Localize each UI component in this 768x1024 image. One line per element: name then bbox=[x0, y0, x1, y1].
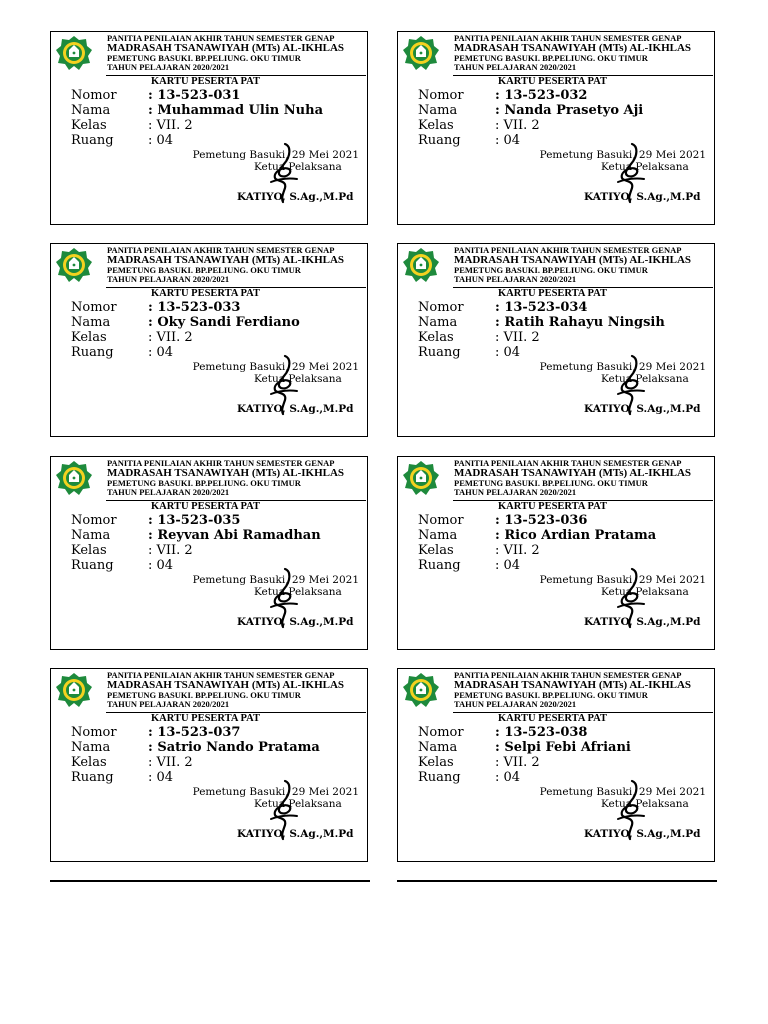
nama-value: : Selpi Febi Afriani bbox=[495, 740, 631, 755]
nomor-label: Nomor bbox=[71, 513, 117, 528]
ruang-row bbox=[418, 558, 520, 573]
ruang-row bbox=[71, 345, 173, 360]
card-header bbox=[454, 244, 716, 284]
nama-row bbox=[71, 740, 320, 755]
place-date: Pemetung Basuki, 29 Mei 2021 bbox=[192, 361, 359, 373]
kelas-row bbox=[418, 755, 540, 770]
kelas-label: Kelas bbox=[71, 330, 107, 345]
nomor-value: : 13-523-031 bbox=[148, 88, 241, 103]
kelas-value: : VII. 2 bbox=[495, 543, 540, 558]
kelas-row bbox=[71, 118, 193, 133]
card-title: KARTU PESERTA PAT bbox=[151, 713, 260, 724]
kelas-value: : VII. 2 bbox=[148, 755, 193, 770]
nomor-row bbox=[418, 725, 587, 740]
academic-year: TAHUN PELAJARAN 2020/2021 bbox=[454, 274, 577, 284]
school-address: PEMETUNG BASUKI. BP.PELIUNG. OKU TIMUR bbox=[107, 53, 301, 63]
nama-row bbox=[418, 103, 643, 118]
nama-value: : Rico Ardian Pratama bbox=[495, 528, 657, 543]
nama-label: Nama bbox=[418, 103, 458, 118]
card-title: KARTU PESERTA PAT bbox=[498, 501, 607, 512]
school-name: MADRASAH TSANAWIYAH (MTs) AL-IKHLAS bbox=[454, 254, 692, 266]
nomor-value: : 13-523-036 bbox=[495, 513, 588, 528]
nomor-label: Nomor bbox=[71, 88, 117, 103]
nama-value: : Ratih Rahayu Ningsih bbox=[495, 315, 665, 330]
school-name: MADRASAH TSANAWIYAH (MTs) AL-IKHLAS bbox=[107, 254, 345, 266]
participant-card-6 bbox=[397, 456, 715, 650]
ruang-row bbox=[418, 345, 520, 360]
nama-label: Nama bbox=[71, 528, 111, 543]
kelas-row bbox=[71, 543, 193, 558]
signer-name: KATIYO, S.Ag.,M.Pd bbox=[237, 191, 354, 203]
cut-line-2 bbox=[397, 880, 717, 882]
kelas-row bbox=[418, 543, 540, 558]
kelas-value: : VII. 2 bbox=[495, 755, 540, 770]
place-date: Pemetung Basuki, 29 Mei 2021 bbox=[192, 149, 359, 161]
academic-year: TAHUN PELAJARAN 2020/2021 bbox=[454, 62, 577, 72]
kelas-label: Kelas bbox=[418, 118, 454, 133]
nomor-row bbox=[71, 725, 240, 740]
participant-card-4 bbox=[397, 243, 715, 437]
kelas-label: Kelas bbox=[418, 755, 454, 770]
committee-line: PANITIA PENILAIAN AKHIR TAHUN SEMESTER GENAP bbox=[107, 33, 335, 43]
school-name: MADRASAH TSANAWIYAH (MTs) AL-IKHLAS bbox=[454, 679, 692, 691]
nama-label: Nama bbox=[418, 528, 458, 543]
madrasah-emblem-icon bbox=[401, 247, 441, 283]
kelas-row bbox=[71, 330, 193, 345]
ruang-row bbox=[71, 558, 173, 573]
nama-row bbox=[418, 740, 631, 755]
committee-line: PANITIA PENILAIAN AKHIR TAHUN SEMESTER GENAP bbox=[107, 245, 335, 255]
signer-position: Ketua Pelaksana bbox=[601, 586, 689, 598]
ruang-label: Ruang bbox=[71, 770, 114, 785]
madrasah-emblem-icon bbox=[401, 672, 441, 708]
academic-year: TAHUN PELAJARAN 2020/2021 bbox=[107, 62, 230, 72]
nama-value: : Satrio Nando Pratama bbox=[148, 740, 320, 755]
nama-label: Nama bbox=[71, 315, 111, 330]
nama-label: Nama bbox=[418, 740, 458, 755]
place-date: Pemetung Basuki, 29 Mei 2021 bbox=[539, 574, 706, 586]
ruang-label: Ruang bbox=[71, 345, 114, 360]
nomor-label: Nomor bbox=[418, 300, 464, 315]
nama-value: : Oky Sandi Ferdiano bbox=[148, 315, 300, 330]
ruang-value: : 04 bbox=[148, 558, 174, 573]
nomor-value: : 13-523-034 bbox=[495, 300, 588, 315]
nama-value: : Nanda Prasetyo Aji bbox=[495, 103, 644, 118]
kelas-row bbox=[71, 755, 193, 770]
place-date: Pemetung Basuki, 29 Mei 2021 bbox=[192, 786, 359, 798]
school-address: PEMETUNG BASUKI. BP.PELIUNG. OKU TIMUR bbox=[454, 265, 648, 275]
participant-card-5 bbox=[50, 456, 368, 650]
participant-card-8 bbox=[397, 668, 715, 862]
place-date: Pemetung Basuki, 29 Mei 2021 bbox=[192, 574, 359, 586]
signer-position: Ketua Pelaksana bbox=[254, 373, 342, 385]
nama-row bbox=[71, 528, 321, 543]
academic-year: TAHUN PELAJARAN 2020/2021 bbox=[107, 274, 230, 284]
card-title: KARTU PESERTA PAT bbox=[498, 76, 607, 87]
school-address: PEMETUNG BASUKI. BP.PELIUNG. OKU TIMUR bbox=[107, 478, 301, 488]
school-address: PEMETUNG BASUKI. BP.PELIUNG. OKU TIMUR bbox=[107, 265, 301, 275]
nomor-label: Nomor bbox=[418, 88, 464, 103]
ruang-label: Ruang bbox=[418, 770, 461, 785]
signer-position: Ketua Pelaksana bbox=[601, 798, 689, 810]
nomor-row bbox=[71, 513, 240, 528]
ruang-value: : 04 bbox=[495, 345, 521, 360]
school-name: MADRASAH TSANAWIYAH (MTs) AL-IKHLAS bbox=[454, 42, 692, 54]
nomor-row bbox=[71, 300, 240, 315]
nama-row bbox=[418, 528, 656, 543]
participant-card-3 bbox=[50, 243, 368, 437]
signer-name: KATIYO, S.Ag.,M.Pd bbox=[584, 191, 701, 203]
academic-year: TAHUN PELAJARAN 2020/2021 bbox=[454, 487, 577, 497]
academic-year: TAHUN PELAJARAN 2020/2021 bbox=[107, 487, 230, 497]
committee-line: PANITIA PENILAIAN AKHIR TAHUN SEMESTER GENAP bbox=[454, 670, 682, 680]
place-date: Pemetung Basuki, 29 Mei 2021 bbox=[539, 149, 706, 161]
card-header bbox=[107, 669, 369, 709]
signer-position: Ketua Pelaksana bbox=[254, 161, 342, 173]
card-title: KARTU PESERTA PAT bbox=[498, 288, 607, 299]
kelas-value: : VII. 2 bbox=[495, 330, 540, 345]
nomor-row bbox=[418, 300, 587, 315]
nama-row bbox=[71, 315, 300, 330]
signer-name: KATIYO, S.Ag.,M.Pd bbox=[584, 828, 701, 840]
signer-position: Ketua Pelaksana bbox=[601, 161, 689, 173]
card-header bbox=[107, 32, 369, 72]
kelas-value: : VII. 2 bbox=[495, 118, 540, 133]
school-name: MADRASAH TSANAWIYAH (MTs) AL-IKHLAS bbox=[107, 42, 345, 54]
ruang-value: : 04 bbox=[148, 770, 174, 785]
school-address: PEMETUNG BASUKI. BP.PELIUNG. OKU TIMUR bbox=[454, 478, 648, 488]
madrasah-emblem-icon bbox=[54, 247, 94, 283]
kelas-label: Kelas bbox=[71, 755, 107, 770]
card-header bbox=[454, 457, 716, 497]
ruang-label: Ruang bbox=[71, 133, 114, 148]
kelas-value: : VII. 2 bbox=[148, 330, 193, 345]
committee-line: PANITIA PENILAIAN AKHIR TAHUN SEMESTER GENAP bbox=[454, 458, 682, 468]
ruang-label: Ruang bbox=[418, 558, 461, 573]
signer-name: KATIYO, S.Ag.,M.Pd bbox=[237, 828, 354, 840]
committee-line: PANITIA PENILAIAN AKHIR TAHUN SEMESTER GENAP bbox=[454, 33, 682, 43]
participant-card-2 bbox=[397, 31, 715, 225]
card-header bbox=[107, 244, 369, 284]
school-name: MADRASAH TSANAWIYAH (MTs) AL-IKHLAS bbox=[454, 467, 692, 479]
madrasah-emblem-icon bbox=[401, 460, 441, 496]
nomor-label: Nomor bbox=[71, 300, 117, 315]
ruang-value: : 04 bbox=[495, 770, 521, 785]
committee-line: PANITIA PENILAIAN AKHIR TAHUN SEMESTER GENAP bbox=[107, 458, 335, 468]
committee-line: PANITIA PENILAIAN AKHIR TAHUN SEMESTER GENAP bbox=[454, 245, 682, 255]
academic-year: TAHUN PELAJARAN 2020/2021 bbox=[107, 699, 230, 709]
madrasah-emblem-icon bbox=[401, 35, 441, 71]
participant-card-1 bbox=[50, 31, 368, 225]
participant-card-7 bbox=[50, 668, 368, 862]
ruang-label: Ruang bbox=[71, 558, 114, 573]
ruang-row bbox=[71, 770, 173, 785]
card-title: KARTU PESERTA PAT bbox=[151, 501, 260, 512]
kelas-row bbox=[418, 330, 540, 345]
nomor-label: Nomor bbox=[418, 513, 464, 528]
kelas-label: Kelas bbox=[418, 543, 454, 558]
ruang-value: : 04 bbox=[495, 133, 521, 148]
nomor-value: : 13-523-038 bbox=[495, 725, 588, 740]
ruang-value: : 04 bbox=[495, 558, 521, 573]
school-name: MADRASAH TSANAWIYAH (MTs) AL-IKHLAS bbox=[107, 679, 345, 691]
signer-name: KATIYO, S.Ag.,M.Pd bbox=[584, 403, 701, 415]
ruang-row bbox=[418, 133, 520, 148]
signer-name: KATIYO, S.Ag.,M.Pd bbox=[584, 616, 701, 628]
signer-name: KATIYO, S.Ag.,M.Pd bbox=[237, 403, 354, 415]
ruang-label: Ruang bbox=[418, 133, 461, 148]
ruang-row bbox=[71, 133, 173, 148]
signer-name: KATIYO, S.Ag.,M.Pd bbox=[237, 616, 354, 628]
school-address: PEMETUNG BASUKI. BP.PELIUNG. OKU TIMUR bbox=[454, 53, 648, 63]
madrasah-emblem-icon bbox=[54, 460, 94, 496]
kelas-label: Kelas bbox=[71, 543, 107, 558]
ruang-row bbox=[418, 770, 520, 785]
kelas-label: Kelas bbox=[418, 330, 454, 345]
card-title: KARTU PESERTA PAT bbox=[498, 713, 607, 724]
madrasah-emblem-icon bbox=[54, 672, 94, 708]
nama-value: : Reyvan Abi Ramadhan bbox=[148, 528, 321, 543]
nomor-value: : 13-523-033 bbox=[148, 300, 241, 315]
ruang-value: : 04 bbox=[148, 345, 174, 360]
nama-label: Nama bbox=[418, 315, 458, 330]
school-address: PEMETUNG BASUKI. BP.PELIUNG. OKU TIMUR bbox=[454, 690, 648, 700]
card-header bbox=[454, 669, 716, 709]
kelas-value: : VII. 2 bbox=[148, 543, 193, 558]
nomor-label: Nomor bbox=[418, 725, 464, 740]
school-name: MADRASAH TSANAWIYAH (MTs) AL-IKHLAS bbox=[107, 467, 345, 479]
nomor-row bbox=[418, 88, 587, 103]
signer-position: Ketua Pelaksana bbox=[254, 798, 342, 810]
nomor-value: : 13-523-032 bbox=[495, 88, 588, 103]
nama-label: Nama bbox=[71, 103, 111, 118]
nama-label: Nama bbox=[71, 740, 111, 755]
place-date: Pemetung Basuki, 29 Mei 2021 bbox=[539, 786, 706, 798]
card-header bbox=[107, 457, 369, 497]
nomor-label: Nomor bbox=[71, 725, 117, 740]
nama-value: : Muhammad Ulin Nuha bbox=[148, 103, 323, 118]
academic-year: TAHUN PELAJARAN 2020/2021 bbox=[454, 699, 577, 709]
committee-line: PANITIA PENILAIAN AKHIR TAHUN SEMESTER GENAP bbox=[107, 670, 335, 680]
signer-position: Ketua Pelaksana bbox=[254, 586, 342, 598]
kelas-value: : VII. 2 bbox=[148, 118, 193, 133]
ruang-value: : 04 bbox=[148, 133, 174, 148]
place-date: Pemetung Basuki, 29 Mei 2021 bbox=[539, 361, 706, 373]
nomor-row bbox=[418, 513, 587, 528]
nomor-value: : 13-523-037 bbox=[148, 725, 241, 740]
kelas-label: Kelas bbox=[71, 118, 107, 133]
card-title: KARTU PESERTA PAT bbox=[151, 288, 260, 299]
kelas-row bbox=[418, 118, 540, 133]
madrasah-emblem-icon bbox=[54, 35, 94, 71]
nama-row bbox=[71, 103, 323, 118]
card-header bbox=[454, 32, 716, 72]
cut-line-1 bbox=[50, 880, 370, 882]
school-address: PEMETUNG BASUKI. BP.PELIUNG. OKU TIMUR bbox=[107, 690, 301, 700]
nomor-row bbox=[71, 88, 240, 103]
nomor-value: : 13-523-035 bbox=[148, 513, 241, 528]
nama-row bbox=[418, 315, 665, 330]
card-title: KARTU PESERTA PAT bbox=[151, 76, 260, 87]
signer-position: Ketua Pelaksana bbox=[601, 373, 689, 385]
ruang-label: Ruang bbox=[418, 345, 461, 360]
